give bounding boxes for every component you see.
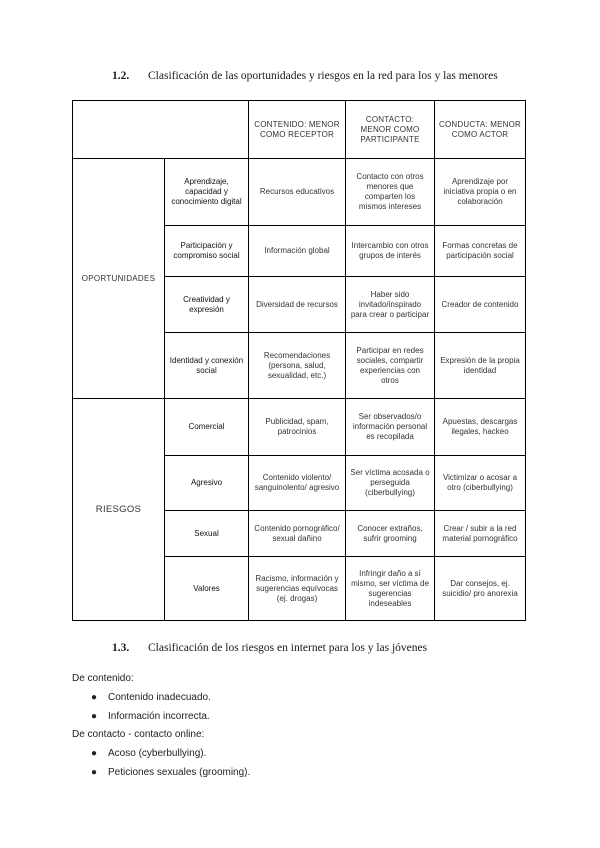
table-cell: Publicidad, spam, patrocinios xyxy=(249,399,346,456)
list-item-text: Peticiones sexuales (grooming). xyxy=(108,767,251,778)
list-item-text: Información incorrecta. xyxy=(108,711,210,722)
table-cell: Ser víctima acosada o perseguida (ciberbullying) xyxy=(346,456,435,511)
header-contenido: CONTENIDO: MENOR COMO RECEPTOR xyxy=(249,101,346,159)
list-item-text: Contenido inadecuado. xyxy=(108,692,211,703)
table-cell: Infringir daño a sí mismo, ser víctima de sugerencias indeseables xyxy=(346,557,435,621)
opportunities-risks-table xyxy=(72,100,526,621)
table-cell: Haber sido invitado/inspirado para crear o participar xyxy=(346,277,435,333)
table-cell: Recursos educativos xyxy=(249,159,346,226)
list-item xyxy=(72,707,250,726)
table-cell: Expresión de la propia identidad xyxy=(435,333,526,399)
row-label: Participación y compromiso social xyxy=(165,226,249,277)
category-label: De contenido: xyxy=(72,673,134,684)
row-label: Sexual xyxy=(165,511,249,557)
table-cell: Información global xyxy=(249,226,346,277)
table-cell: Aprendizaje por iniciativa propia o en colaboración xyxy=(435,159,526,226)
list-item xyxy=(72,744,250,763)
table-row xyxy=(73,159,526,226)
section-heading-1-2 xyxy=(112,70,498,82)
table-cell: Conocer extraños, sufrir grooming xyxy=(346,511,435,557)
header-contacto: CONTACTO: MENOR COMO PARTICIPANTE xyxy=(346,101,435,159)
section-heading-1-3 xyxy=(112,642,427,654)
list-item xyxy=(72,763,250,782)
bullet-icon: ● xyxy=(91,692,98,703)
group-label-oportunidades: OPORTUNIDADES xyxy=(73,159,165,399)
table-cell: Contenido violento/ sanguinolento/ agresivo xyxy=(249,456,346,511)
table-cell: Contenido pornográfico/ sexual dañino xyxy=(249,511,346,557)
row-label: Agresivo xyxy=(165,456,249,511)
row-label: Aprendizaje, capacidad y conocimiento digital xyxy=(165,159,249,226)
table-cell: Ser observados/o información personal es recopilada xyxy=(346,399,435,456)
row-label: Valores xyxy=(165,557,249,621)
section-number: 1.3. xyxy=(112,642,130,654)
bullet-icon: ● xyxy=(91,711,98,722)
table-cell: Crear / subir a la red material pornográfico xyxy=(435,511,526,557)
table-cell: Creador de contenido xyxy=(435,277,526,333)
table-cell: Diversidad de recursos xyxy=(249,277,346,333)
table-cell: Racismo, información y sugerencias equívocas (ej. drogas) xyxy=(249,557,346,621)
table-cell: Intercambio con otros grupos de interés xyxy=(346,226,435,277)
table-cell: Contacto con otros menores que comparten los mismos intereses xyxy=(346,159,435,226)
table-header-empty-cell xyxy=(73,101,249,159)
table-header-row xyxy=(73,101,526,159)
table-cell: Recomendaciones (persona, salud, sexualidad, etc.) xyxy=(249,333,346,399)
table-cell: Dar consejos, ej. suicidio/ pro anorexia xyxy=(435,557,526,621)
table-cell: Victimizar o acosar a otro (ciberbullying) xyxy=(435,456,526,511)
list-item xyxy=(72,688,250,707)
category-label: De contacto - contacto online: xyxy=(72,729,205,740)
table-row xyxy=(73,399,526,456)
row-label: Creatividad y expresión xyxy=(165,277,249,333)
table-cell: Participar en redes sociales, compartir experiencias con otros xyxy=(346,333,435,399)
table-cell: Apuestas, descargas ilegales, hackeo xyxy=(435,399,526,456)
header-conducta: CONDUCTA: MENOR COMO ACTOR xyxy=(435,101,526,159)
section-title: Clasificación de las oportunidades y riesgos en la red para los y las menores xyxy=(148,70,498,82)
group-label-riesgos: RIESGOS xyxy=(73,399,165,621)
list-item-text: Acoso (cyberbullying). xyxy=(108,748,207,759)
risk-categories-list xyxy=(72,670,250,782)
section-title: Clasificación de los riesgos en internet para los y las jóvenes xyxy=(148,642,428,654)
bullet-icon: ● xyxy=(91,748,98,759)
section-number: 1.2. xyxy=(112,70,130,82)
bullet-icon: ● xyxy=(91,767,98,778)
table-cell: Formas concretas de participación social xyxy=(435,226,526,277)
row-label: Comercial xyxy=(165,399,249,456)
row-label: Identidad y conexión social xyxy=(165,333,249,399)
